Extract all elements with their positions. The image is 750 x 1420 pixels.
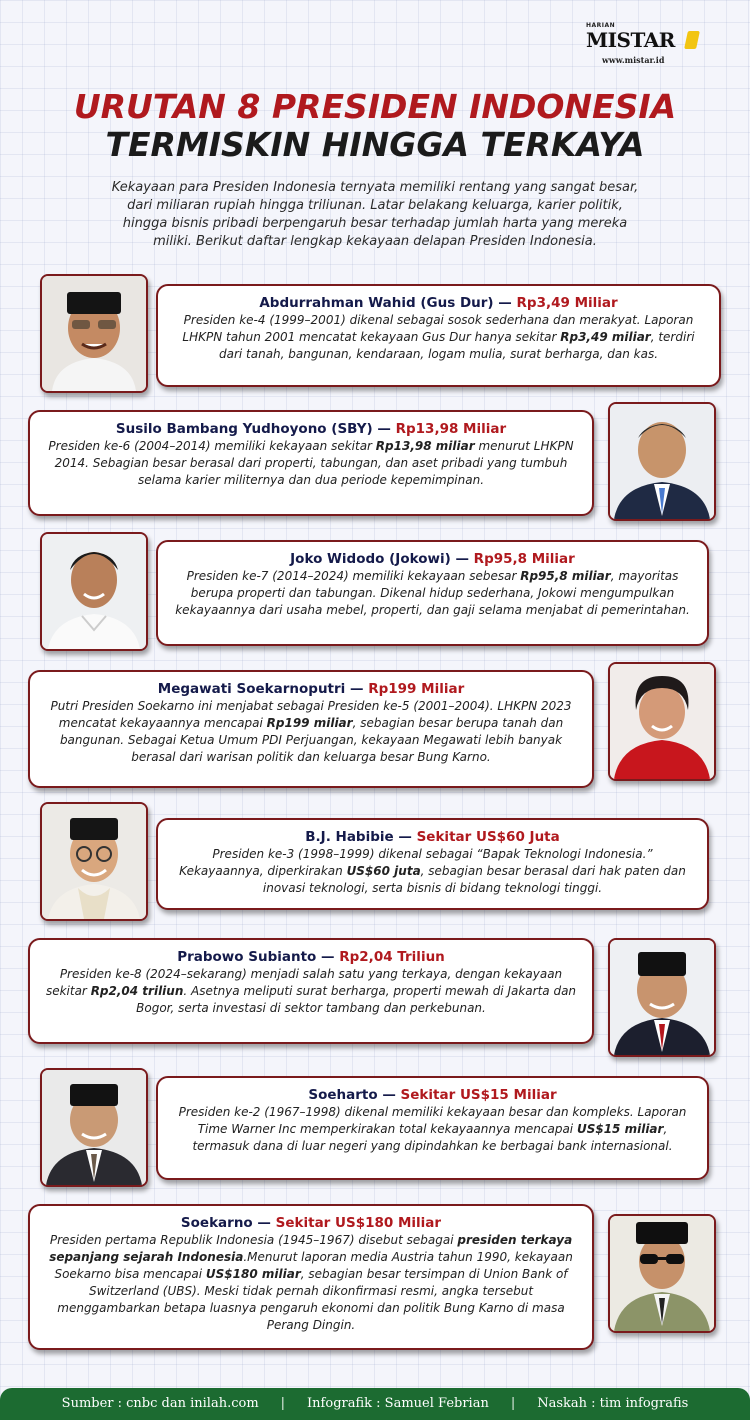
wealth-amount: Sekitar US$15 Miliar <box>400 1087 557 1103</box>
card-sby <box>28 410 594 516</box>
card-jokowi <box>156 540 709 646</box>
page-title-line-1: URUTAN 8 PRESIDEN INDONESIA <box>73 87 677 126</box>
president-name: Joko Widodo (Jokowi) — <box>290 551 469 567</box>
photo-sby <box>608 402 716 521</box>
president-name: Prabowo Subianto — <box>177 949 335 965</box>
president-header <box>170 294 707 312</box>
president-header <box>42 680 580 698</box>
photo-prabowo <box>608 938 716 1057</box>
pencil-icon <box>684 31 700 49</box>
wealth-amount: Rp95,8 Miliar <box>473 551 575 567</box>
photo-habibie <box>40 802 148 921</box>
card-megawati <box>28 670 594 788</box>
wealth-amount: Rp2,04 Triliun <box>339 949 445 965</box>
photo-soeharto <box>40 1068 148 1187</box>
photo-soekarno <box>608 1214 716 1333</box>
footer-naskah: Naskah : tim infografis <box>537 1396 689 1411</box>
president-name: Susilo Bambang Yudhoyono (SBY) — <box>115 421 391 437</box>
president-description: Presiden ke-6 (2004–2014) memiliki kekayaan sekitar Rp13,98 miliar menurut LHKPN 2014. Sebagian besar berasal dari properti, tabungan, dan aset pribadi yang tumbuh selama karier militernya dan dua periode kepemimpinan. <box>48 439 574 487</box>
footer-source: Sumber : cnbc dan inilah.com <box>61 1396 259 1411</box>
wealth-amount: Rp3,49 Miliar <box>516 295 618 311</box>
mistar-logo <box>586 22 706 66</box>
president-header <box>170 828 695 846</box>
portrait-icon <box>42 276 146 391</box>
card-soeharto <box>156 1076 709 1180</box>
president-name: B.J. Habibie — <box>305 829 412 845</box>
president-name: Abdurrahman Wahid (Gus Dur) — <box>259 295 512 311</box>
president-description: Presiden ke-3 (1998–1999) dikenal sebagai “Bapak Teknologi Indonesia.” Kekayaannya, diperkirakan US$60 juta, sebagian besar berasal dari hak paten dan inovasi teknologi, serta bisnis di bidang teknologi tinggi. <box>179 847 686 895</box>
photo-jokowi <box>40 532 148 651</box>
portrait-icon <box>610 1216 714 1331</box>
footer-credits <box>0 1388 750 1420</box>
wealth-amount: Sekitar US$60 Juta <box>416 829 560 845</box>
card-soekarno <box>28 1204 594 1350</box>
president-description: Presiden ke-4 (1999–2001) dikenal sebagai sosok sederhana dan merakyat. Laporan LHKPN tahun 2001 mencatat kekayaan Gus Dur hanya sekitar Rp3,49 miliar, terdiri dari tanah, bangunan, kendaraan, logam mulia, surat berharga, dan kas. <box>182 313 695 361</box>
president-description: Presiden pertama Republik Indonesia (1945–1967) disebut sebagai presiden terkaya sepanjang sejarah Indonesia.Menurut laporan media Austria tahun 1990, kekayaan Soekarno bisa mencapai US$180 miliar, sebagian besar tersimpan di Union Bank of Switzerland (UBS). Meski tidak pernah dikonfirmasi resmi, angka tersebut menggambarkan betapa luasnya pengaruh ekonomi dan politik Bung Karno di masa Perang Dingin. <box>49 1233 573 1332</box>
wealth-amount: Rp199 Miliar <box>368 681 465 697</box>
logo-brand: MISTAR <box>586 28 675 52</box>
portrait-icon <box>42 804 146 919</box>
logo-harian: HARIAN <box>586 22 616 29</box>
president-description: Presiden ke-8 (2024–sekarang) menjadi salah satu yang terkaya, dengan kekayaan sekitar Rp2,04 triliun. Asetnya meliputi surat berharga, properti mewah di Jakarta dan Bogor, serta investasi di sektor tambang dan perkebunan. <box>45 967 577 1015</box>
president-header <box>42 1214 580 1232</box>
portrait-icon <box>42 534 146 649</box>
photo-megawati <box>608 662 716 781</box>
wealth-amount: Rp13,98 Miliar <box>395 421 507 437</box>
photo-gus-dur <box>40 274 148 393</box>
footer-infografik: Infografik : Samuel Febrian <box>307 1396 489 1411</box>
president-description: Presiden ke-2 (1967–1998) dikenal memiliki kekayaan besar dan kompleks. Laporan Time Warner Inc memperkirakan total kekayaannya mencapai US$15 miliar, termasuk dana di luar negeri yang dipindahkan ke berbagai bank internasional. <box>178 1105 687 1153</box>
card-gus-dur <box>156 284 721 387</box>
card-prabowo <box>28 938 594 1044</box>
president-description: Presiden ke-7 (2014–2024) memiliki kekayaan sebesar Rp95,8 miliar, mayoritas berupa properti dan tabungan. Dikenal hidup sederhana, Jokowi mengumpulkan kekayaannya dari usaha mebel, properti, dan gaji selama menjabat di pemerintahan. <box>175 569 690 617</box>
page-title-line-2: TERMISKIN HINGGA TERKAYA <box>105 125 645 164</box>
logo-url: www.mistar.id <box>602 55 665 65</box>
president-name: Soeharto — <box>308 1087 396 1103</box>
portrait-icon <box>610 404 714 519</box>
president-header <box>42 948 580 966</box>
footer-separator: | <box>510 1396 516 1411</box>
president-header <box>170 550 695 568</box>
president-name: Soekarno — <box>180 1215 271 1231</box>
portrait-icon <box>42 1070 146 1185</box>
president-description: Putri Presiden Soekarno ini menjabat sebagai Presiden ke-5 (2001–2004). LHKPN 2023 mencatat kekayaannya mencapai Rp199 miliar, sebagian besar berupa tanah dan bangunan. Sebagai Ketua Umum PDI Perjuangan, kekayaan Megawati lebih banyak berasal dari warisan politik dan keluarga besar Bung Karno. <box>50 699 572 764</box>
portrait-icon <box>610 940 714 1055</box>
portrait-icon <box>610 664 714 779</box>
footer-separator: | <box>280 1396 286 1411</box>
wealth-amount: Sekitar US$180 Miliar <box>275 1215 442 1231</box>
president-header <box>170 1086 695 1104</box>
president-name: Megawati Soekarnoputri — <box>157 681 364 697</box>
intro-text: Kekayaan para Presiden Indonesia ternyata memiliki rentang yang sangat besar, dari miliaran rupiah hingga triliunan. Latar belakang keluarga, karier politik, hingga bisnis pribadi berpengaruh besar terhadap jumlah harta yang mereka miliki. Berikut daftar lengkap kekayaan delapan Presiden Indonesia. <box>111 180 639 249</box>
president-header <box>42 420 580 438</box>
card-habibie <box>156 818 709 910</box>
